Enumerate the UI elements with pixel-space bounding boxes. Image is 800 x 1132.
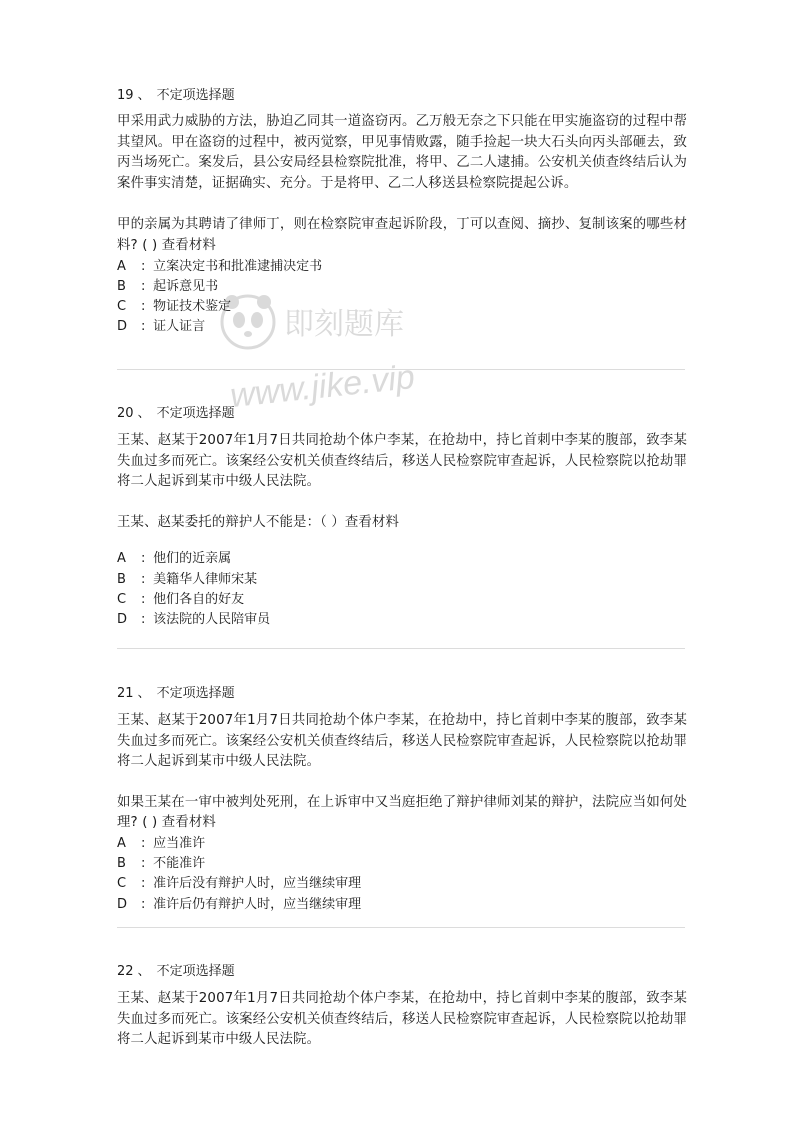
option-letter: D bbox=[117, 319, 128, 335]
question-header bbox=[117, 404, 687, 424]
question-separator: 、 bbox=[137, 964, 151, 979]
option-list bbox=[117, 834, 687, 915]
option-text: 他们各自的好友 bbox=[153, 591, 245, 607]
option-letter: C bbox=[117, 298, 127, 314]
option-letter: C bbox=[117, 876, 127, 892]
option-c[interactable]: C : 准许后没有辩护人时，应当继续审理 bbox=[117, 874, 687, 894]
question-stem: 王某、赵某于2007年1月7日共同抢劫个体户李某，在抢劫中，持匕首刺中李某的腹部，致李某失血过多而死亡。该案经公安机关侦查终结后，移送人民检察院审查起诉，人民检察院以抢劫罪将二人起诉到某市中级人民法院。 bbox=[117, 433, 687, 490]
option-letter: A bbox=[117, 551, 126, 567]
option-text: 不能准许 bbox=[153, 856, 206, 872]
option-d[interactable]: D : 准许后仍有辩护人时，应当继续审理 bbox=[117, 895, 687, 915]
question-number: 20 bbox=[117, 406, 134, 421]
question-19 bbox=[117, 86, 687, 337]
option-letter: D bbox=[117, 896, 128, 912]
watermark-brand: 即刻题库 bbox=[284, 308, 404, 341]
option-text: 立案决定书和批准逮捕决定书 bbox=[153, 258, 323, 274]
watermark-url: www.jike.vip bbox=[228, 357, 417, 416]
divider bbox=[117, 648, 685, 649]
option-text: 准许后仍有辩护人时，应当继续审理 bbox=[153, 896, 362, 912]
question-number: 21 bbox=[117, 686, 134, 701]
option-letter: B bbox=[117, 856, 126, 872]
question-22 bbox=[117, 962, 687, 1051]
option-text: 美籍华人律师宋某 bbox=[153, 571, 258, 587]
option-text: 应当准许 bbox=[153, 835, 206, 851]
question-prompt: 王某、赵某委托的辩护人不能是：（ ）查看材料 bbox=[117, 514, 400, 530]
option-text: 准许后没有辩护人时，应当继续审理 bbox=[153, 876, 362, 892]
option-text: 该法院的人民陪审员 bbox=[153, 611, 271, 627]
option-a[interactable]: A : 他们的近亲属 bbox=[117, 549, 687, 569]
question-prompt: 甲的亲属为其聘请了律师丁，则在检察院审查起诉阶段，丁可以查阅、摘抄、复制该案的哪些材料? ( ) 查看材料 bbox=[117, 217, 687, 253]
question-number: 19 bbox=[117, 88, 134, 103]
question-stem: 甲采用武力威胁的方法，胁迫乙同其一道盗窃丙。乙万般无奈之下只能在甲实施盗窃的过程中帮其望风。甲在盗窃的过程中，被丙觉察，甲见事情败露，随手捡起一块大石头向丙头部砸去，致丙当场死亡。案发后，县公安局经县检察院批准，将甲、乙二人逮捕。公安机关侦查终结后认为案件事实清楚，证据确实、充分。于是将甲、乙二人移送县检察院提起公诉。 bbox=[117, 114, 687, 191]
option-letter: A bbox=[117, 258, 126, 274]
question-separator: 、 bbox=[137, 406, 151, 421]
option-d[interactable]: D : 该法院的人民陪审员 bbox=[117, 610, 687, 630]
option-text: 证人证言 bbox=[153, 319, 206, 335]
question-header bbox=[117, 86, 687, 106]
divider bbox=[117, 369, 685, 370]
option-letter: A bbox=[117, 835, 126, 851]
divider bbox=[117, 927, 685, 928]
option-d[interactable]: D : 证人证言 bbox=[117, 317, 687, 337]
option-b[interactable]: B : 不能准许 bbox=[117, 854, 687, 874]
option-text: 他们的近亲属 bbox=[153, 551, 232, 567]
question-type: 不定项选择题 bbox=[156, 88, 235, 103]
question-separator: 、 bbox=[137, 88, 151, 103]
option-a[interactable]: A : 立案决定书和批准逮捕决定书 bbox=[117, 257, 687, 277]
question-stem: 王某、赵某于2007年1月7日共同抢劫个体户李某，在抢劫中，持匕首刺中李某的腹部，致李某失血过多而死亡。该案经公安机关侦查终结后，移送人民检察院审查起诉，人民检察院以抢劫罪将二人起诉到某市中级人民法院。 bbox=[117, 991, 687, 1048]
question-separator: 、 bbox=[137, 686, 151, 701]
option-c[interactable]: C : 他们各自的好友 bbox=[117, 590, 687, 610]
question-type: 不定项选择题 bbox=[156, 686, 235, 701]
option-b[interactable]: B : 美籍华人律师宋某 bbox=[117, 570, 687, 590]
question-20 bbox=[117, 404, 687, 630]
question-21 bbox=[117, 684, 687, 915]
question-type: 不定项选择题 bbox=[156, 964, 235, 979]
option-a[interactable]: A : 应当准许 bbox=[117, 834, 687, 854]
question-type: 不定项选择题 bbox=[156, 406, 235, 421]
option-text: 起诉意见书 bbox=[153, 278, 219, 294]
option-b[interactable]: B : 起诉意见书 bbox=[117, 277, 687, 297]
option-list bbox=[117, 549, 687, 630]
option-c[interactable]: C : 物证技术鉴定 bbox=[117, 297, 687, 317]
question-header bbox=[117, 962, 687, 982]
option-letter: B bbox=[117, 278, 126, 294]
option-text: 物证技术鉴定 bbox=[153, 298, 232, 314]
question-prompt: 如果王某在一审中被判处死刑，在上诉审中又当庭拒绝了辩护律师刘某的辩护，法院应当如何处理? ( ) 查看材料 bbox=[117, 794, 687, 831]
question-number: 22 bbox=[117, 964, 134, 979]
option-letter: B bbox=[117, 571, 126, 587]
option-letter: D bbox=[117, 611, 128, 627]
question-header bbox=[117, 684, 687, 704]
option-letter: C bbox=[117, 591, 127, 607]
option-list bbox=[117, 257, 687, 338]
question-stem: 王某、赵某于2007年1月7日共同抢劫个体户李某，在抢劫中，持匕首刺中李某的腹部，致李某失血过多而死亡。该案经公安机关侦查终结后，移送人民检察院审查起诉，人民检察院以抢劫罪将二人起诉到某市中级人民法院。 bbox=[117, 713, 687, 770]
